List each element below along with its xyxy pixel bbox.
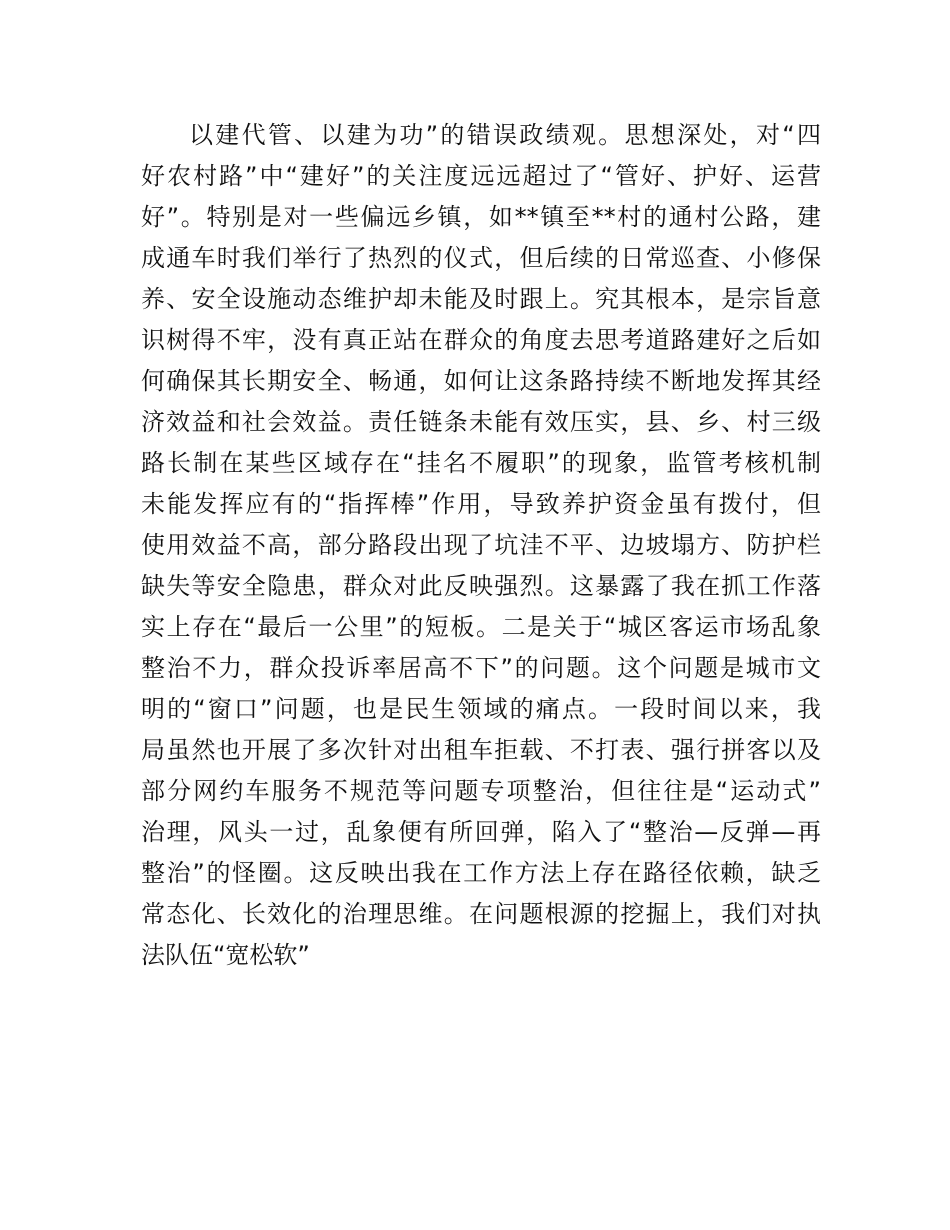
- text-line: 养、安全设施动态维护却未能及时跟上。究其根本，是宗旨意: [141, 285, 821, 313]
- text-line: 实上存在“最后一公里”的短板。二是关于“城区客运市场乱象: [141, 613, 821, 641]
- text-line: 常态化、长效化的治理思维。在问题根源的挖掘上，我们对执: [141, 900, 821, 928]
- text-line: 法队伍“宽松软”: [141, 941, 310, 969]
- text-line: 好”。特别是对一些偏远乡镇，如**镇至**村的通村公路，建: [141, 203, 821, 231]
- text-line: 明的“窗口”问题，也是民生领域的痛点。一段时间以来，我: [141, 695, 821, 723]
- text-line: 好农村路”中“建好”的关注度远远超过了“管好、护好、运营: [141, 162, 821, 190]
- text-line: 整治”的怪圈。这反映出我在工作方法上存在路径依赖，缺乏: [141, 859, 821, 887]
- text-line: 未能发挥应有的“指挥棒”作用，导致养护资金虽有拨付，但: [141, 490, 821, 518]
- text-line: 济效益和社会效益。责任链条未能有效压实，县、乡、村三级: [141, 408, 821, 436]
- text-line: 成通车时我们举行了热烈的仪式，但后续的日常巡查、小修保: [141, 244, 821, 272]
- text-line: 缺失等安全隐患，群众对此反映强烈。这暴露了我在抓工作落: [141, 572, 821, 600]
- text-line: 以建代管、以建为功”的错误政绩观。思想深处，对“四: [189, 121, 821, 149]
- text-line: 路长制在某些区域存在“挂名不履职”的现象，监管考核机制: [141, 449, 821, 477]
- text-line: 整治不力，群众投诉率居高不下”的问题。这个问题是城市文: [141, 654, 821, 682]
- text-line: 部分网约车服务不规范等问题专项整治，但往往是“运动式”: [141, 777, 821, 805]
- body-paragraph: [141, 115, 821, 976]
- text-line: 何确保其长期安全、畅通，如何让这条路持续不断地发挥其经: [141, 367, 821, 395]
- text-line: 使用效益不高，部分路段出现了坑洼不平、边坡塌方、防护栏: [141, 531, 821, 559]
- text-line: 识树得不牢，没有真正站在群众的角度去思考道路建好之后如: [141, 326, 821, 354]
- text-line: 局虽然也开展了多次针对出租车拒载、不打表、强行拼客以及: [141, 736, 821, 764]
- text-line: 治理，风头一过，乱象便有所回弹，陷入了“整治—反弹—再: [141, 818, 821, 846]
